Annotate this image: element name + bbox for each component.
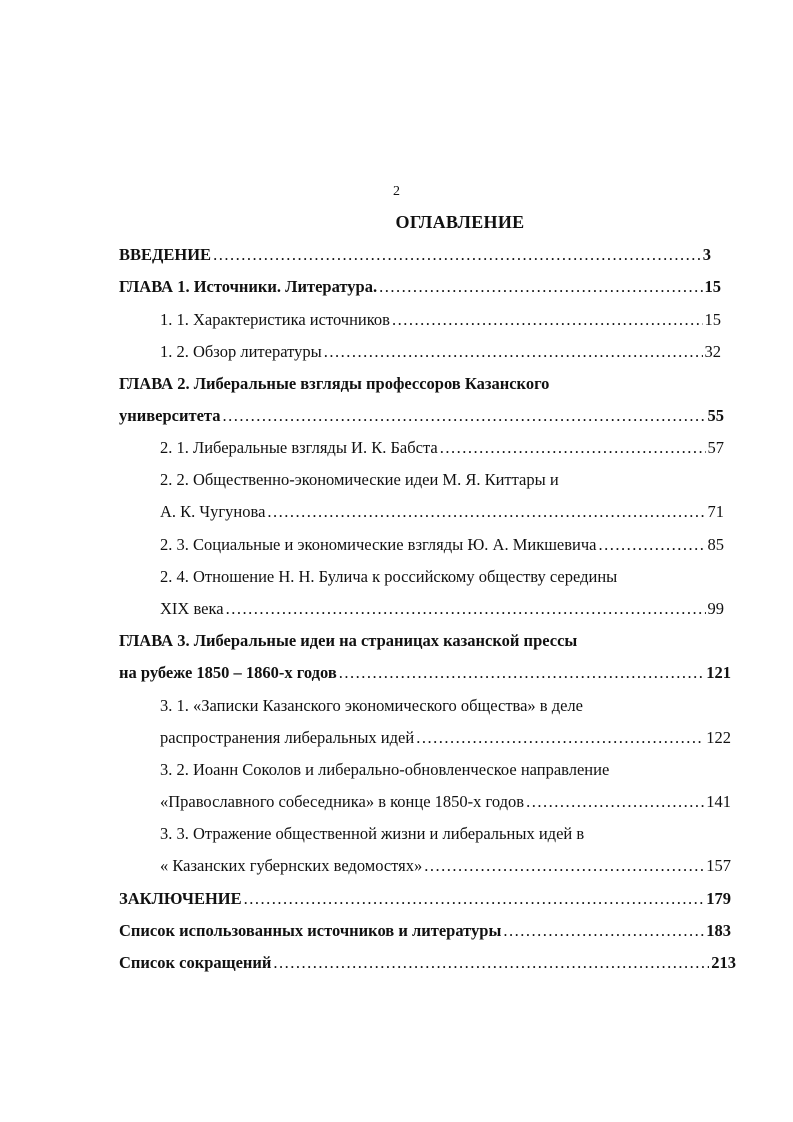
toc-entry-2-2-line-1: 2. 2. Общественно-экономические идеи М. Я. Киттары и <box>160 470 559 489</box>
toc-entry-3-2-line-2: «Православного собеседника» в конце 1850-х годов ..... 141 <box>160 787 731 817</box>
toc-entry-3-1-line-1: 3. 1. «Записки Казанского экономического общества» в деле <box>160 696 583 715</box>
page-number: 2 <box>393 184 400 199</box>
toc-entry-3-2-line-1: 3. 2. Иоанн Соколов и либерально-обновленческое направление <box>160 760 610 779</box>
toc-entry-chapter-3-line-2: на рубеже 1850 – 1860-х годов ..... 121 <box>119 658 731 688</box>
toc-entry-2-4-line-1: 2. 4. Отношение Н. Н. Булича к российскому обществу середины <box>160 567 618 586</box>
toc-entry-conclusion: ЗАКЛЮЧЕНИЕ ..... 179 <box>119 884 731 914</box>
toc-entry-chapter-3-line-1: ГЛАВА 3. Либеральные идеи на страницах казанской прессы <box>119 631 578 650</box>
toc-entry-abbreviations: Список сокращений ..... 213 <box>119 948 736 978</box>
toc-entry-1-2: 1. 2. Обзор литературы ..... 32 <box>160 337 721 367</box>
toc-entry-2-1: 2. 1. Либеральные взгляды И. К. Бабста ..... 57 <box>160 433 724 463</box>
toc-entry-sources: Список использованных источников и литературы ..... 183 <box>119 916 731 946</box>
toc-entry-chapter-2-line-1: ГЛАВА 2. Либеральные взгляды профессоров Казанского <box>119 374 550 393</box>
toc-entry-2-4-line-2: XIX века ..... 99 <box>160 594 724 624</box>
toc-entry-2-2-line-2: А. К. Чугунова ..... 71 <box>160 497 724 527</box>
toc-entry-3-3-line-2: « Казанских губернских ведомостях» ..... 157 <box>160 851 731 881</box>
toc-entry-2-3: 2. 3. Социальные и экономические взгляды Ю. А. Микшевича ..... 85 <box>160 530 724 560</box>
toc-entry-introduction: ВВЕДЕНИЕ ..... 3 <box>119 240 711 270</box>
toc-entry-1-1: 1. 1. Характеристика источников ..... 15 <box>160 305 721 335</box>
toc-entry-chapter-2-line-2: университета ..... 55 <box>119 401 724 431</box>
toc-entry-3-1-line-2: распространения либеральных идей ..... 122 <box>160 723 731 753</box>
toc-entry-chapter-1: ГЛАВА 1. Источники. Литература. ..... 15 <box>119 272 721 302</box>
toc-title: ОГЛАВЛЕНИЕ <box>395 212 525 232</box>
toc-entry-3-3-line-1: 3. 3. Отражение общественной жизни и либеральных идей в <box>160 824 585 843</box>
